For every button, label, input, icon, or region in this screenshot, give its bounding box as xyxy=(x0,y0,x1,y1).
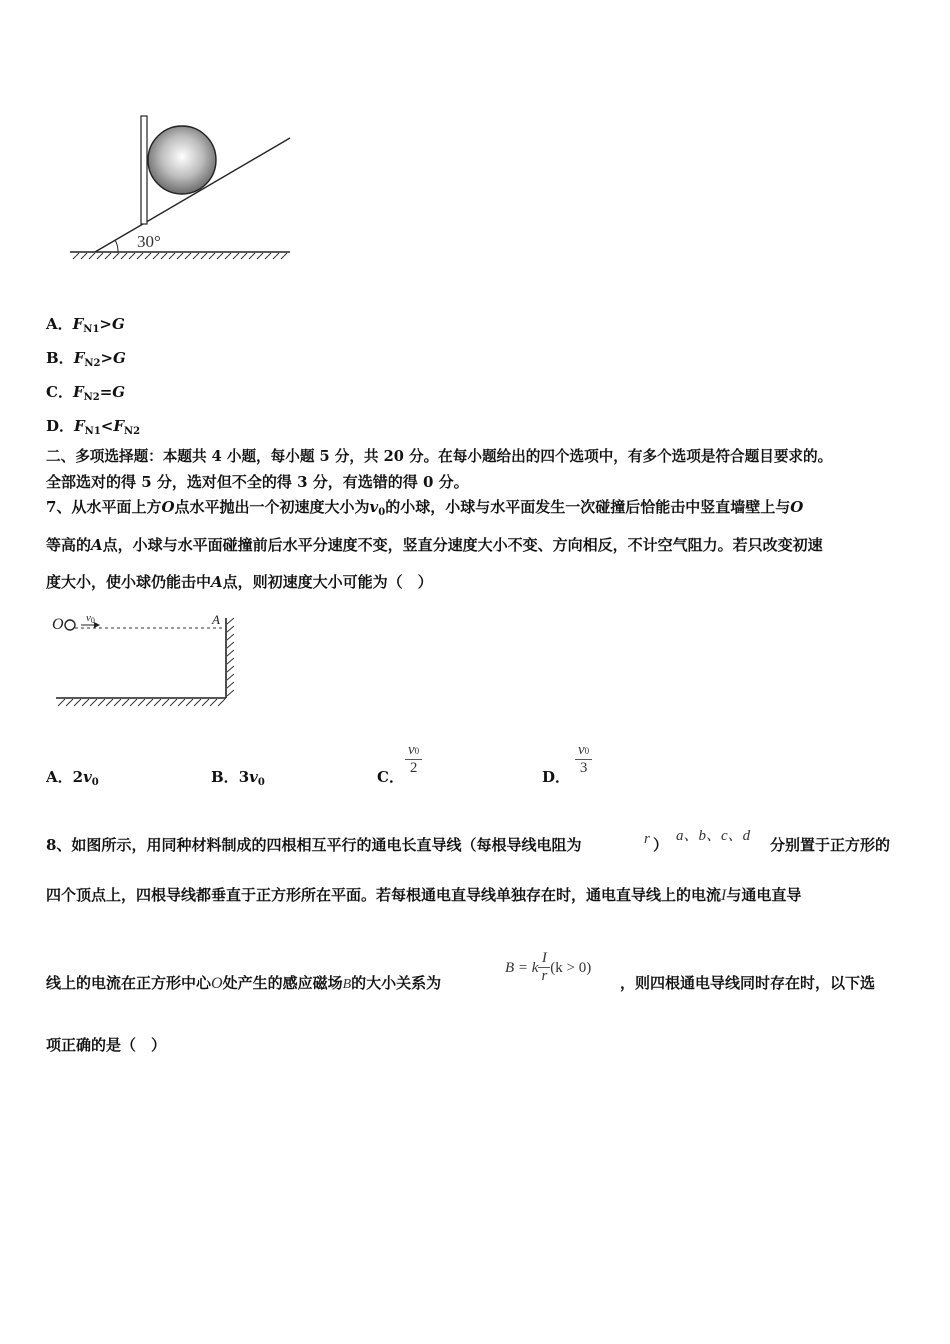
incline-ball-figure xyxy=(65,110,300,270)
q6-option-d[interactable]: D．$F_{N1}<F_{N2}$ xyxy=(46,417,141,437)
q8-paren: ） xyxy=(653,836,669,854)
q8-line3a: 线上的电流在正方形中心O处产生的感应磁场B的大小关系为 xyxy=(46,974,442,992)
q8-resistance-symbol: r xyxy=(644,831,650,847)
q6-option-b[interactable]: B．$F_{N2}>G$ xyxy=(46,349,126,369)
q7-option-c-fraction: $\frac{v0}{2}$ xyxy=(405,742,422,777)
q7-option-a[interactable]: A．$2v_0$ xyxy=(46,768,99,788)
q8-line1b: 分别置于正方形的 xyxy=(770,836,891,854)
q6-option-c[interactable]: C．$F_{N2}=G$ xyxy=(46,383,126,403)
q8-line1a: 8、如图所示，用同种材料制成的四根相互平行的通电长直导线（每根导线电阻为 xyxy=(46,836,582,854)
q6-option-a[interactable]: A．$F_{N1}>G$ xyxy=(46,315,125,335)
q7-line1: 7、从水平面上方O点水平抛出一个初速度大小为$v_0$的小球，小球与水平面发生一次碰撞后恰能击中竖直墙壁上与O xyxy=(46,498,804,518)
q8-line2: 四个顶点上，四根导线都垂直于正方形所在平面。若每根通电直导线单独存在时，通电直导线上的电流I与通电直导 xyxy=(46,886,802,904)
velocity-label: v0 xyxy=(86,612,95,625)
q8-line3b: ，则四根通电导线同时存在时，以下选 xyxy=(620,974,876,992)
q7-option-c-letter[interactable]: C． xyxy=(377,768,404,786)
angle-label: 30° xyxy=(137,232,161,251)
origin-label: O xyxy=(52,616,64,633)
q8-formula: B = k $\frac{I}{r}$ (k > 0) xyxy=(505,950,592,984)
section-heading-line2: 全部选对的得 5 分，选对但不全的得 3 分，有选错的得 0 分。 xyxy=(46,473,469,491)
q7-line3: 度大小，使小球仍能击中A点，则初速度大小可能为（ ） xyxy=(46,573,433,591)
point-a-label: A xyxy=(212,612,220,627)
section-heading-line1: 二、多项选择题：本题共 4 小题，每小题 5 分，共 20 分。在每小题给出的四个选项中，有多个选项是符合题目要求的。 xyxy=(46,448,833,465)
projectile-wall-figure xyxy=(48,608,248,716)
q7-option-b[interactable]: B．$3v_0$ xyxy=(211,768,265,788)
q8-wire-labels: a、b、c、d xyxy=(676,828,751,844)
q7-option-d-fraction: $\frac{v0}{3}$ xyxy=(575,742,592,777)
q7-option-d-letter[interactable]: D． xyxy=(542,768,571,786)
q8-line4: 项正确的是（ ） xyxy=(46,1036,167,1054)
ball-icon xyxy=(65,620,75,630)
q7-line2: 等高的A点，小球与水平面碰撞前后水平分速度不变，竖直分速度大小不变、方向相反，不计空气阻力。若只改变初速 xyxy=(46,536,823,554)
